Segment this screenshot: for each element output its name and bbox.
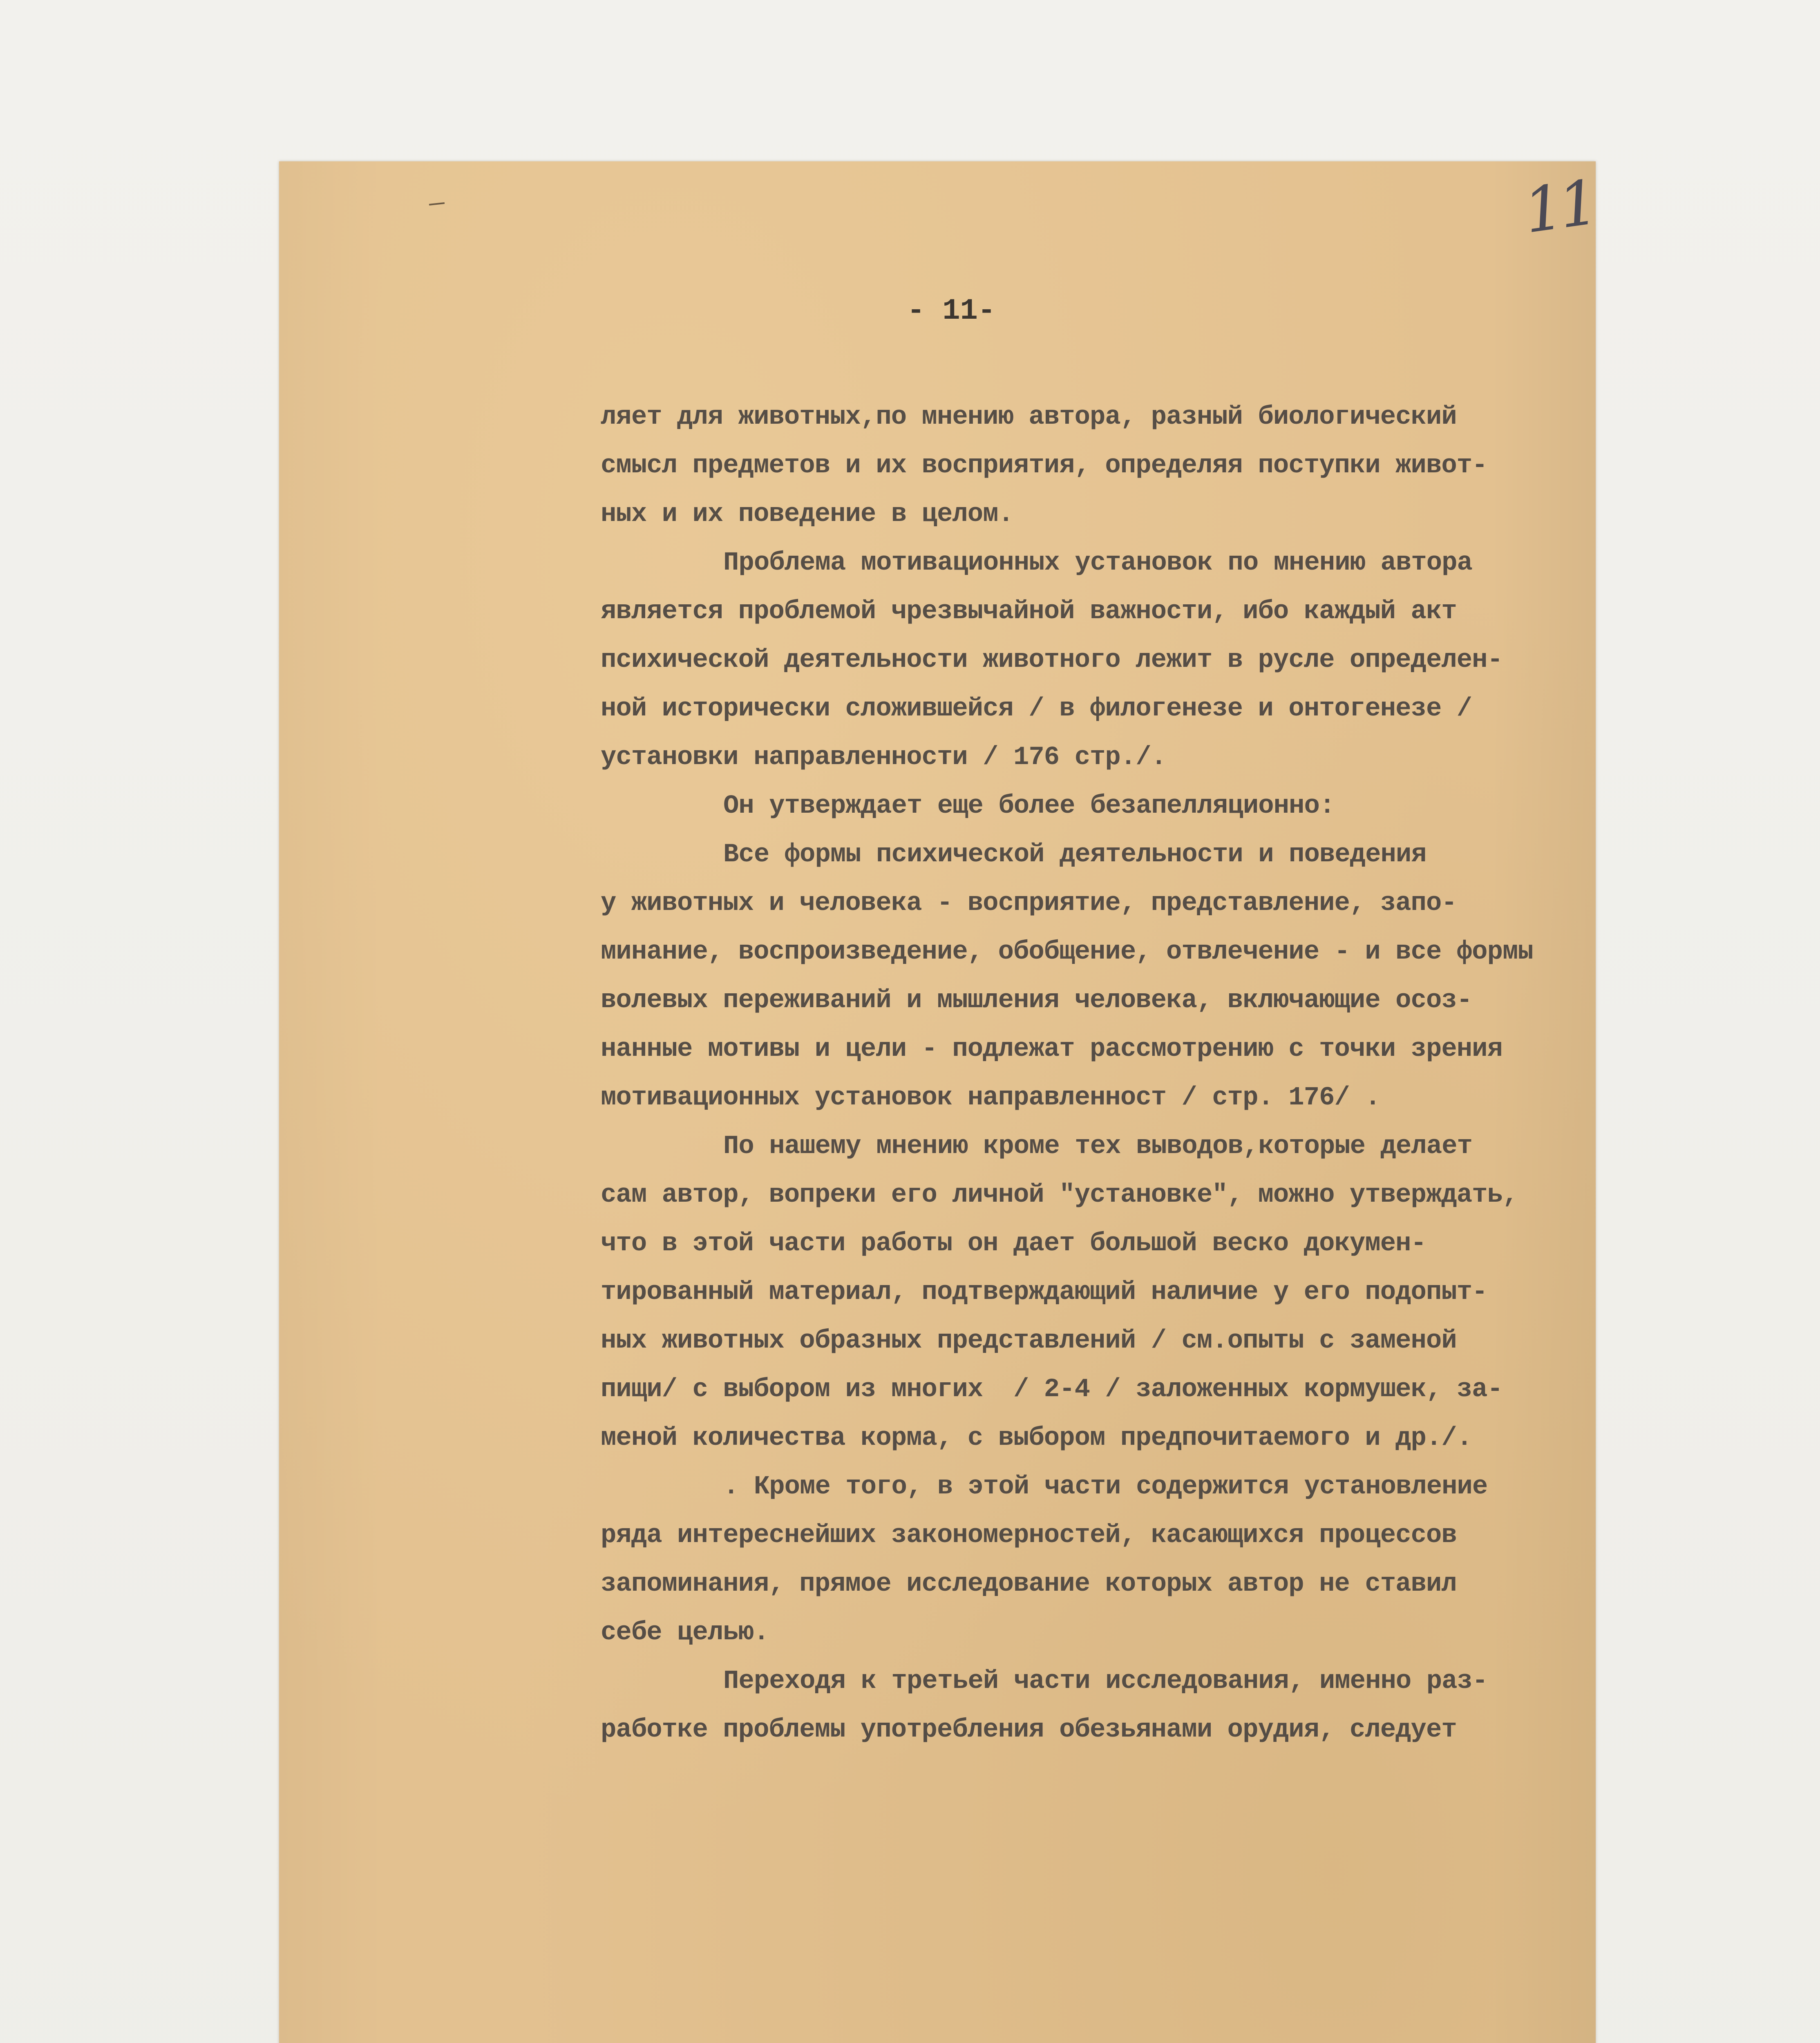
body-text	[601, 393, 1598, 1755]
text-line: у животных и человека - восприятие, представление, запо-	[601, 889, 1457, 918]
text-line: что в этой части работы он дает большой веско докумен-	[601, 1229, 1426, 1258]
text-line: смысл предметов и их восприятия, определяя поступки живот-	[601, 451, 1487, 481]
text-line: ных и их поведение в целом.	[601, 500, 1013, 529]
text-line: Все формы психической деятельности и поведения	[723, 840, 1426, 870]
text-line: психической деятельности животного лежит в русле определен-	[601, 646, 1503, 675]
text-line: себе целью.	[601, 1618, 769, 1647]
text-line: ряда интереснейших закономерностей, касающихся процессов	[601, 1521, 1457, 1550]
page-number: - 11-	[907, 294, 996, 328]
text-line: работке проблемы употребления обезьянами орудия, следует	[601, 1715, 1457, 1745]
text-line: волевых переживаний и мышления человека, включающие осоз-	[601, 986, 1472, 1015]
text-line: ной исторически сложившейся / в филогенезе и онтогенезе /	[601, 694, 1472, 724]
text-line: является проблемой чрезвычайной важности, ибо каждый акт	[601, 597, 1457, 626]
text-line: меной количества корма, с выбором предпочитаемого и др./.	[601, 1424, 1472, 1453]
text-line: установки направленности / 176 стр./.	[601, 743, 1167, 772]
text-line: . Кроме того, в этой части содержится установление	[723, 1472, 1488, 1502]
text-line: сам автор, вопреки его личной "установке", можно утверждать,	[601, 1180, 1518, 1210]
text-line: ляет для животных,по мнению автора, разный биологический	[601, 402, 1457, 432]
text-line: нанные мотивы и цели - подлежат рассмотрению с точки зрения	[601, 1035, 1503, 1064]
text-line: мотивационных установок направленност / стр. 176/ .	[601, 1083, 1380, 1113]
text-line: пищи/ с выбором из многих / 2-4 / заложенных кормушек, за-	[601, 1375, 1503, 1404]
text-line: минание, воспроизведение, обобщение, отвлечение - и все формы	[601, 937, 1533, 967]
text-line: ных животных образных представлений / см.опыты с заменой	[601, 1326, 1457, 1356]
text-line: запоминания, прямое исследование которых автор не ставил	[601, 1569, 1457, 1599]
text-line: Проблема мотивационных установок по мнению автора	[723, 548, 1472, 578]
text-line: Переходя к третьей части исследования, именно раз-	[723, 1667, 1488, 1696]
pencil-folio-number: 11	[1519, 167, 1599, 248]
text-line: тированный материал, подтверждающий наличие у его подопыт-	[601, 1278, 1487, 1307]
text-line: Он утверждает еще более безапелляционно:	[723, 791, 1335, 821]
text-line: По нашему мнению кроме тех выводов,которые делает	[723, 1132, 1472, 1161]
